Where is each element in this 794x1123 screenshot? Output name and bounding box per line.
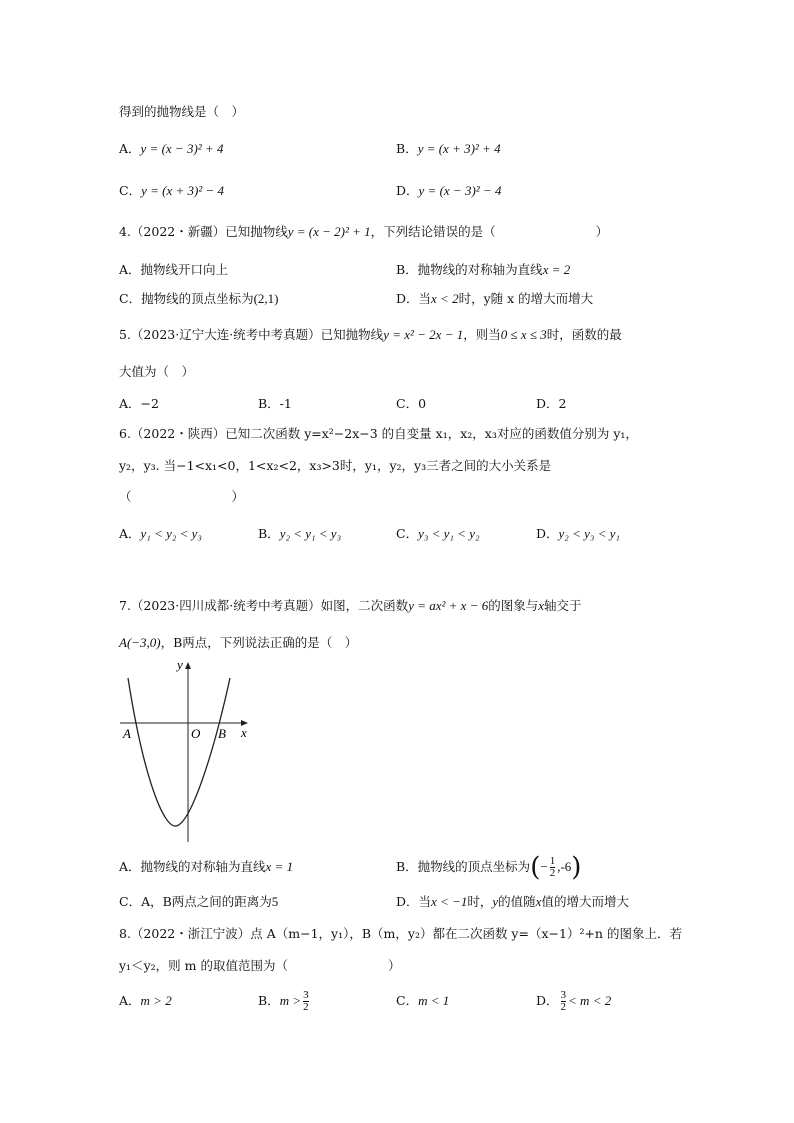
q8-stem-line2: y₁＜y₂，则 m 的取值范围为（ ） bbox=[119, 958, 401, 973]
q4-stem: 4.（2022・新疆）已知抛物线y = (x − 2)² + 1，下列结论错误的是（ ） bbox=[119, 224, 609, 239]
q8-option-d[interactable]: D． $\frac{3}{2}$ < m < 2 bbox=[536, 989, 612, 1013]
intro-text: 得到的抛物线是（ ） bbox=[119, 104, 245, 119]
graph-label-x: x bbox=[241, 725, 247, 740]
graph-label-b: B bbox=[218, 726, 226, 741]
q3-option-d[interactable]: D．y = (x − 3)² − 4 bbox=[396, 183, 502, 198]
graph-label-y: y bbox=[177, 660, 183, 672]
q7-option-d[interactable]: D．当x < −1时，y的值随x值的增大而增大 bbox=[396, 894, 629, 909]
q8-option-c[interactable]: C．m < 1 bbox=[396, 993, 450, 1008]
q5-stem-line2: 大值为（ ） bbox=[119, 364, 195, 379]
q5-option-b[interactable]: B．-1 bbox=[258, 396, 292, 411]
q5-stem: 5.（2023·辽宁大连·统考中考真题）已知抛物线y = x² − 2x − 1，则当0 ≤ x ≤ 3时，函数的最 bbox=[119, 327, 622, 342]
q6-stem-line2: y₂，y₃. 当−1<x₁<0，1<x₂<2，x₃>3时，y₁，y₂，y₃三者之间的大小关系是 bbox=[119, 458, 552, 473]
q7-parabola-graph bbox=[114, 660, 254, 845]
q7-option-a[interactable]: A．抛物线的对称轴为直线x = 1 bbox=[119, 859, 294, 874]
q5-option-a[interactable]: A．−2 bbox=[119, 396, 159, 411]
q3-option-a[interactable]: A．y = (x − 3)² + 4 bbox=[119, 141, 224, 156]
q7-option-b[interactable]: B．抛物线的顶点坐标为(− $\frac{1}{2}$ ,-6) bbox=[396, 852, 582, 883]
q4-option-a[interactable]: A．抛物线开口向上 bbox=[119, 262, 229, 277]
q7-option-c[interactable]: C．A，B两点之间的距离为5 bbox=[119, 894, 279, 909]
q4-option-d[interactable]: D．当x < 2时，y随 x 的增大而增大 bbox=[396, 291, 594, 306]
q8-option-a[interactable]: A．m > 2 bbox=[119, 993, 172, 1008]
q7-stem: 7.（2023·四川成都·统考中考真题）如图，二次函数y = ax² + x − 6的图象与x轴交于 bbox=[119, 598, 582, 613]
y-axis-arrow bbox=[185, 662, 191, 669]
q6-option-c[interactable]: C．y₃ < y₁ < y₂ bbox=[396, 526, 480, 541]
q6-stem-line3: （ ） bbox=[119, 489, 245, 504]
q3-option-b[interactable]: B．y = (x + 3)² + 4 bbox=[396, 141, 501, 156]
q6-stem-line1: 6.（2022・陕西）已知二次函数 y=x²−2x−3 的自变量 x₁，x₂，x₃对应的函数值分别为 y₁， bbox=[119, 426, 638, 441]
q8-option-b[interactable]: B．m > $\frac{3}{2}$ bbox=[258, 989, 309, 1013]
q5-option-d[interactable]: D．2 bbox=[536, 396, 567, 411]
q6-option-a[interactable]: A．y₁ < y₂ < y₃ bbox=[119, 526, 202, 541]
q4-option-c[interactable]: C．抛物线的顶点坐标为(2,1) bbox=[119, 291, 279, 306]
q3-option-c[interactable]: C．y = (x + 3)² − 4 bbox=[119, 183, 224, 198]
graph-label-o: O bbox=[191, 726, 201, 741]
q4-option-b[interactable]: B．抛物线的对称轴为直线x = 2 bbox=[396, 262, 571, 277]
q6-option-b[interactable]: B．y₂ < y₁ < y₃ bbox=[258, 526, 342, 541]
graph-label-a: A bbox=[123, 726, 131, 741]
q7-stem-line2: A(−3,0)，B两点，下列说法正确的是（ ） bbox=[119, 635, 358, 650]
q5-option-c[interactable]: C．0 bbox=[396, 396, 427, 411]
q8-stem-line1: 8.（2022・浙江宁波）点 A（m−1，y₁），B（m，y₂）都在二次函数 y=（x−1）²+n 的图象上．若 bbox=[119, 926, 682, 941]
q6-option-d[interactable]: D．y₂ < y₃ < y₁ bbox=[536, 526, 620, 541]
parabola-curve bbox=[128, 678, 230, 826]
